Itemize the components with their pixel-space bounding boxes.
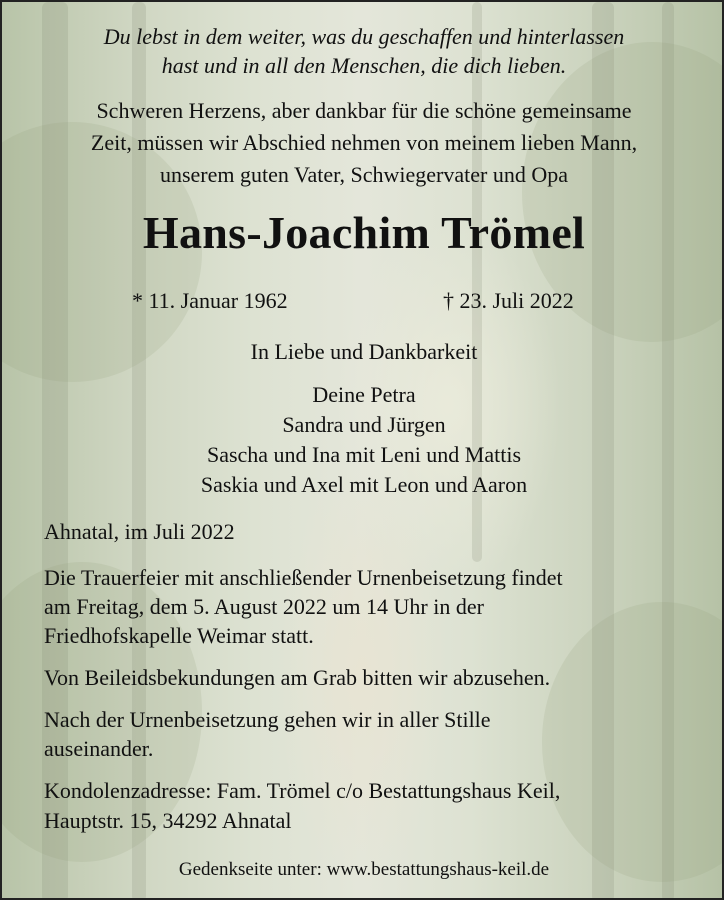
intro-line-1: Schweren Herzens, aber dankbar für die schöne gemeinsame	[96, 98, 632, 123]
mourner-line-1: Deine Petra	[312, 382, 416, 407]
death-date: † 23. Juli 2022	[443, 288, 574, 313]
mourner-line-2: Sandra und Jürgen	[282, 412, 446, 437]
motto-line-2: hast und in all den Menschen, die dich lieben.	[161, 53, 567, 78]
funeral-info-line-2: am Freitag, dem 5. August 2022 um 14 Uhr in der	[44, 594, 484, 619]
mourner-line-3: Sascha und Ina mit Leni und Mattis	[206, 442, 522, 467]
dedication: In Liebe und Dankbarkeit	[250, 339, 478, 364]
intro-line-3: unserem guten Vater, Schwiegervater und Opa	[159, 162, 569, 187]
funeral-info-line-1: Die Trauerfeier mit anschließender Urnenbeisetzung findet	[44, 565, 563, 590]
after-note-line-2: auseinander.	[44, 736, 154, 761]
after-note-line-1: Nach der Urnenbeisetzung gehen wir in aller Stille	[44, 707, 491, 732]
condolence-note: Von Beileidsbekundungen am Grab bitten wir abzusehen.	[44, 665, 551, 690]
address-line-1: Kondolenzadresse: Fam. Trömel c/o Bestattungshaus Keil,	[44, 778, 561, 803]
funeral-info-line-3: Friedhofskapelle Weimar statt.	[44, 623, 314, 648]
address-line-2: Hauptstr. 15, 34292 Ahnatal	[44, 808, 292, 833]
intro-line-2: Zeit, müssen wir Abschied nehmen von meinem lieben Mann,	[90, 130, 638, 155]
deceased-name: Hans-Joachim Trömel	[142, 207, 586, 258]
place-date: Ahnatal, im Juli 2022	[44, 519, 235, 544]
birth-date: * 11. Januar 1962	[132, 288, 288, 313]
memorial-page-link[interactable]: Gedenkseite unter: www.bestattungshaus-keil.de	[178, 859, 550, 880]
motto-line-1: Du lebst in dem weiter, was du geschaffen und hinterlassen	[103, 24, 625, 49]
mourner-line-4: Saskia und Axel mit Leon und Aaron	[200, 472, 528, 497]
